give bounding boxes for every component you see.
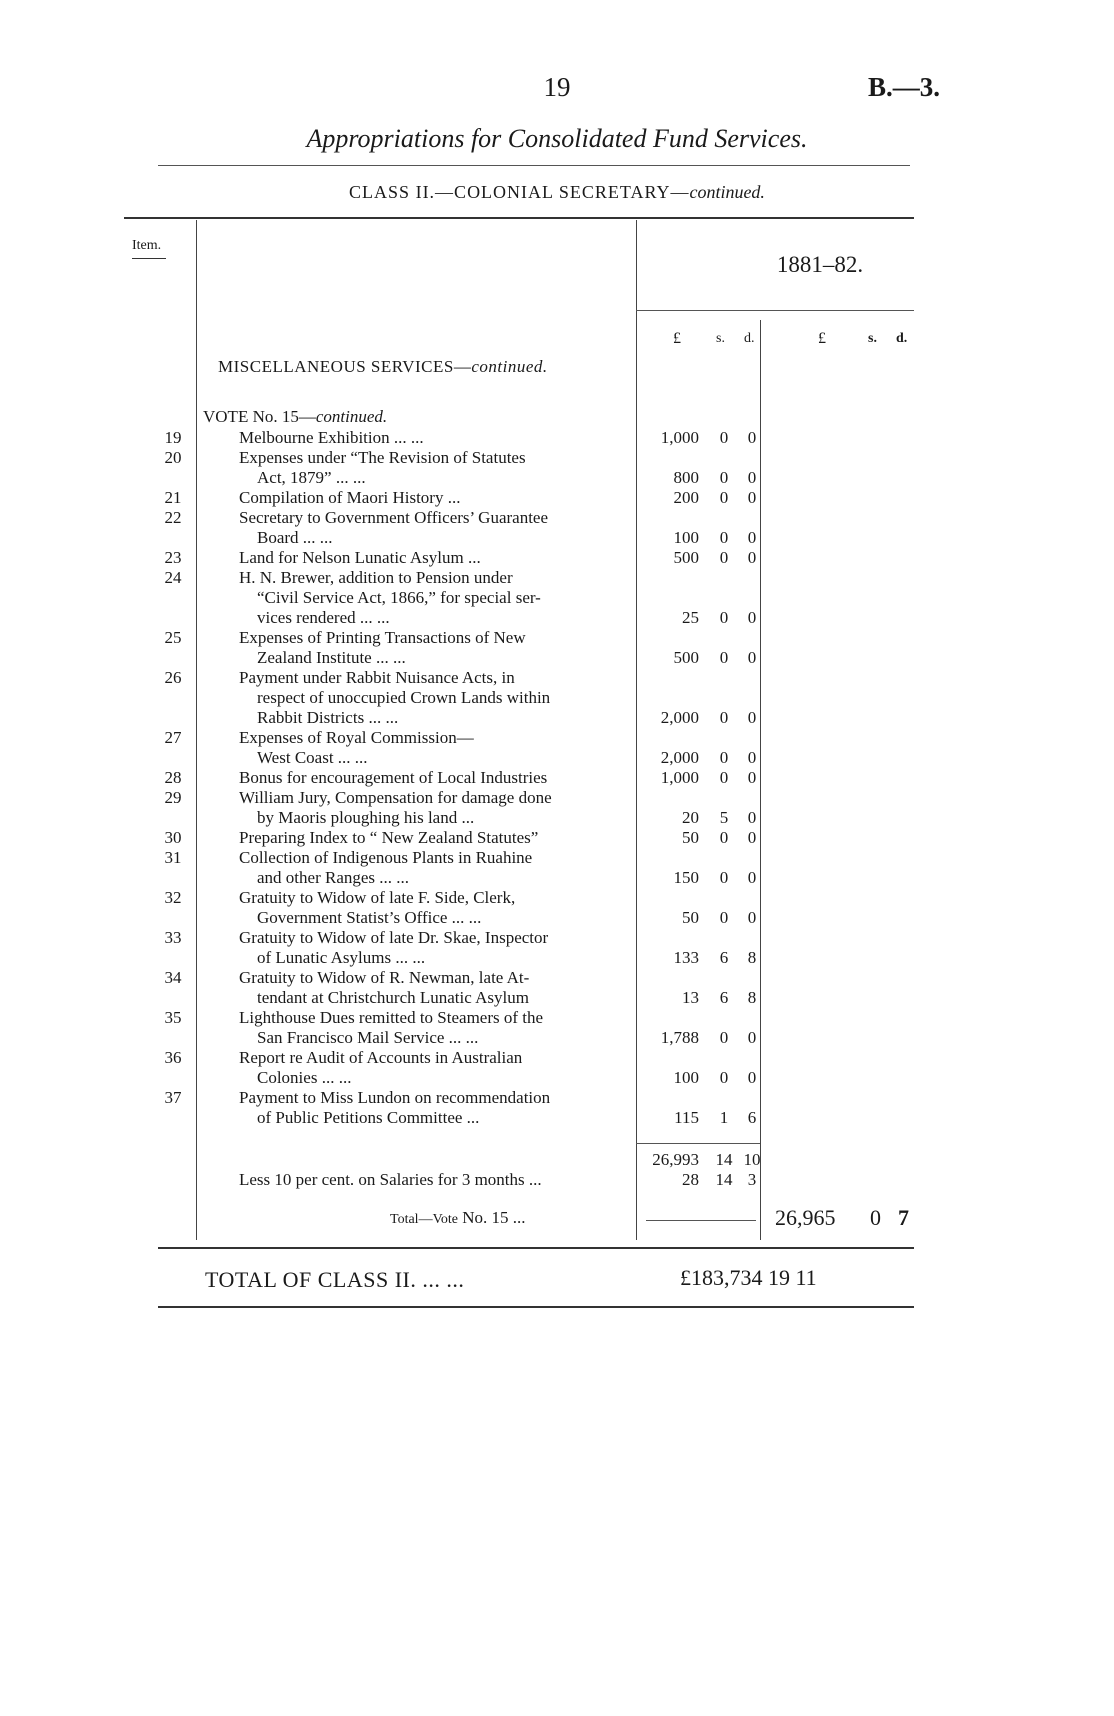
vote-total-pence: 7 [898,1205,909,1230]
subtotal-pence: 10 [743,1150,761,1169]
item-description-line: respect of unoccupied Crown Lands within [257,688,551,707]
item-pence: 0 [747,528,757,547]
item-description-line: and other Ranges ... ... [257,868,410,887]
item-pence: 0 [747,908,757,927]
item-description [239,848,629,888]
item-pounds: 500 [673,648,699,667]
item-description [239,448,629,488]
item-description-line: Secretary to Government Officers’ Guarantee [239,508,549,527]
item-description [239,488,629,508]
item-shillings: 0 [719,548,729,567]
item-number: 24 [164,568,182,587]
item-shillings: 5 [719,808,729,827]
item-description-line: Lighthouse Dues remitted to Steamers of the [239,1008,544,1027]
item-number: 26 [164,668,182,687]
item-pence: 0 [747,1068,757,1087]
item-pence: 0 [747,648,757,667]
item-pounds: 20 [682,808,699,827]
shilling-symbol-total: s. [868,331,877,346]
item-description-line: Report re Audit of Accounts in Australian [239,1048,523,1067]
item-shillings: 6 [719,988,729,1007]
item-description [239,568,629,628]
item-shillings: 0 [719,868,729,887]
vote-heading [203,407,387,427]
item-description-line: Expenses of Royal Commission— [239,728,474,747]
item-number: 22 [164,508,182,527]
deduction-pounds: 28 [682,1170,699,1189]
item-pounds: 100 [673,528,699,547]
item-pounds: 133 [673,948,699,967]
item-pence: 0 [747,868,757,887]
item-pounds: 100 [673,1068,699,1087]
item-description [239,1048,629,1088]
item-description-line: Gratuity to Widow of late Dr. Skae, Inspector [239,928,549,947]
item-shillings: 0 [719,1068,729,1087]
item-description-line: Payment under Rabbit Nuisance Acts, in [239,668,515,687]
item-description [239,668,629,728]
item-description-line: Colonies ... ... [257,1068,352,1087]
item-description-line: “Civil Service Act, 1866,” for special ser- [257,588,541,607]
class-total-value: £183,734 19 11 [680,1265,817,1290]
item-pence: 8 [747,948,757,967]
shilling-symbol: s. [716,331,725,346]
item-shillings: 0 [719,908,729,927]
item-shillings: 0 [719,828,729,847]
subtotal-shillings: 14 [715,1150,733,1169]
item-description [239,768,629,788]
item-pounds: 150 [673,868,699,887]
item-description [239,968,629,1008]
item-number: 33 [164,928,182,947]
item-description [239,628,629,668]
item-description-line: by Maoris ploughing his land ... [257,808,475,827]
vote-total-pounds: 26,965 [775,1205,836,1230]
item-pence: 0 [747,768,757,787]
item-description [239,428,629,448]
item-pounds: 1,000 [660,768,699,787]
deduction-label: Less 10 per cent. on Salaries for 3 months ... [239,1170,542,1189]
section-title-main: MISCELLANEOUS SERVICES— [218,357,472,376]
item-description-line: Bonus for encouragement of Local Industries [239,768,548,787]
vote-heading-continued: continued. [315,407,388,426]
item-pence: 0 [747,428,757,447]
item-label: Item. [132,238,162,253]
item-number: 36 [164,1048,182,1067]
item-number: 30 [164,828,182,847]
item-pounds: 13 [682,988,699,1007]
vote-total-shillings: 0 [870,1205,881,1230]
deduction-shillings: 14 [715,1170,733,1189]
item-description-line: vices rendered ... ... [257,608,390,627]
item-number: 35 [164,1008,182,1027]
item-number: 21 [164,488,182,507]
item-description-line: Zealand Institute ... ... [257,648,406,667]
item-description [239,788,629,828]
document-reference: B.—3. [868,72,941,102]
year-header: 1881–82. [776,252,864,277]
year-underline [636,310,914,311]
item-description-line: Act, 1879” ... ... [257,468,366,487]
item-description-line: Collection of Indigenous Plants in Ruahine [239,848,533,867]
item-column-header [132,238,166,259]
pound-symbol: £ [673,330,681,347]
item-description-line: Gratuity to Widow of R. Newman, late At- [239,968,530,987]
item-description-line: Expenses under “The Revision of Statutes [239,448,526,467]
item-shillings: 1 [719,1108,729,1127]
item-shillings: 0 [719,648,729,667]
item-pence: 0 [747,748,757,767]
item-description-line: Payment to Miss Lundon on recommendation [239,1088,551,1107]
item-number: 25 [164,628,182,647]
item-pence: 0 [747,828,757,847]
item-number: 34 [164,968,182,987]
item-description-line: Gratuity to Widow of late F. Side, Clerk, [239,888,516,907]
item-shillings: 0 [719,708,729,727]
item-description [239,1088,629,1128]
item-number: 32 [164,888,182,907]
item-description [239,728,629,768]
item-description-line: Compilation of Maori History ... [239,488,461,507]
class-heading-continued: continued. [689,182,765,202]
item-pounds: 200 [673,488,699,507]
item-number: 28 [164,768,182,787]
class-heading-main: CLASS II.—COLONIAL SECRETARY— [349,182,690,202]
item-pounds: 2,000 [660,708,699,727]
header-rule [158,165,910,166]
item-number: 31 [164,848,182,867]
item-number: 27 [164,728,182,747]
deduction-pence: 3 [747,1170,757,1189]
item-number: 37 [164,1088,182,1107]
item-pence: 0 [747,488,757,507]
item-shillings: 0 [719,748,729,767]
item-description [239,828,629,848]
item-number: 19 [164,428,182,447]
item-dash [132,258,166,259]
item-pounds: 2,000 [660,748,699,767]
pound-symbol-total: £ [818,330,826,347]
item-pounds: 50 [682,828,699,847]
item-number: 20 [164,448,182,467]
item-shillings: 0 [719,528,729,547]
item-pence: 8 [747,988,757,1007]
item-number: 29 [164,788,182,807]
item-number: 23 [164,548,182,567]
item-description-line: Expenses of Printing Transactions of New [239,628,526,647]
item-pounds: 25 [682,608,699,627]
item-description [239,1008,629,1048]
item-pounds: 115 [674,1108,699,1127]
item-description [239,548,629,568]
item-description [239,508,629,548]
page-number: 19 [543,72,571,102]
class-total-bottom-rule [158,1306,914,1308]
class-heading [0,182,1114,203]
item-shillings: 0 [719,1028,729,1047]
item-pounds: 50 [682,908,699,927]
item-pence: 0 [747,808,757,827]
item-description-line: Board ... ... [257,528,333,547]
item-shillings: 0 [719,488,729,507]
item-description-line: Land for Nelson Lunatic Asylum ... [239,548,481,567]
item-pence: 0 [747,468,757,487]
subtotal-pounds: 26,993 [652,1150,699,1169]
item-pence: 0 [747,1028,757,1047]
item-pounds: 1,000 [660,428,699,447]
item-shillings: 0 [719,768,729,787]
item-description-line: Government Statist’s Office ... ... [257,908,482,927]
section-title [218,357,548,377]
item-description-line: San Francisco Mail Service ... ... [257,1028,479,1047]
item-pounds: 1,788 [660,1028,699,1047]
item-description-line: William Jury, Compensation for damage done [239,788,552,807]
item-description-line: tendant at Christchurch Lunatic Asylum [257,988,529,1007]
item-shillings: 0 [719,468,729,487]
item-pence: 0 [747,708,757,727]
vote-total-label [390,1208,526,1228]
vote-total-suffix: No. 15 ... [462,1208,526,1227]
item-description [239,888,629,928]
item-description-line: of Lunatic Asylums ... ... [257,948,426,967]
item-pence: 6 [747,1108,757,1127]
item-description [239,928,629,968]
item-description-line: Rabbit Districts ... ... [257,708,399,727]
subtotal-rule [636,1143,760,1144]
vote-heading-main: VOTE No. 15— [203,407,316,426]
item-description-line: Preparing Index to “ New Zealand Statutes” [239,828,539,847]
class-total-label: TOTAL OF CLASS II. ... ... [205,1267,465,1292]
item-shillings: 6 [719,948,729,967]
pence-symbol-total: d. [896,331,908,346]
vote-total-prefix: Total—Vote [390,1212,458,1227]
amount-column-divider [636,220,637,1240]
item-description-line: of Public Petitions Committee ... [257,1108,480,1127]
table-top-rule [124,217,914,219]
item-description-line: H. N. Brewer, addition to Pension under [239,568,513,587]
pence-symbol: d. [744,331,755,346]
item-pence: 0 [747,608,757,627]
item-pence: 0 [747,548,757,567]
item-pounds: 800 [673,468,699,487]
section-title-continued: continued. [471,357,548,376]
class-total-top-rule [158,1247,914,1249]
item-pounds: 500 [673,548,699,567]
item-description-line: Melbourne Exhibition ... ... [239,428,424,447]
item-shillings: 0 [719,428,729,447]
item-shillings: 0 [719,608,729,627]
page-title: Appropriations for Consolidated Fund Services. [306,124,808,153]
item-description-line: West Coast ... ... [257,748,368,767]
vote-total-dash [646,1220,756,1221]
